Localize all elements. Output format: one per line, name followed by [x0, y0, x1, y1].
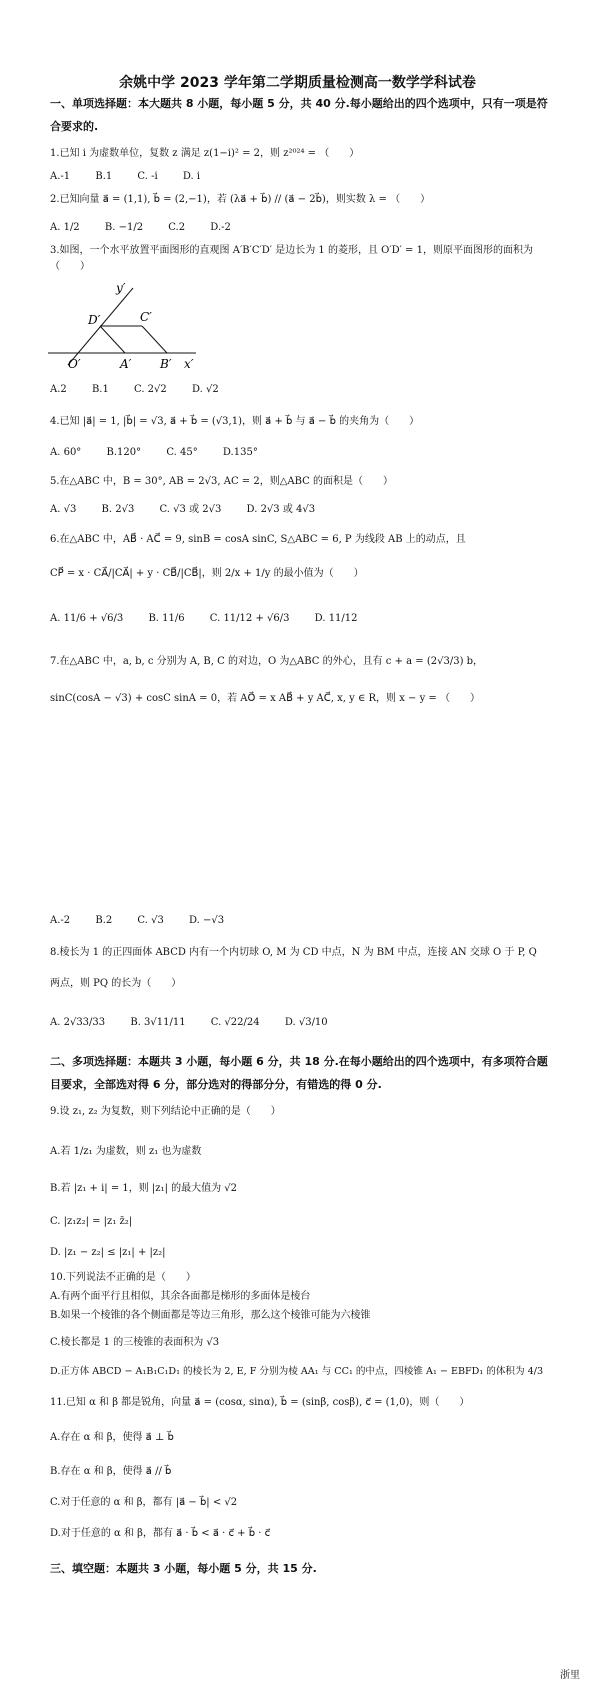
q8-option-a: A. 2√33/33: [50, 1017, 106, 1028]
q8-option-c: C. √22/24: [210, 1017, 260, 1028]
q3-option-c: C. 2√2: [134, 384, 167, 395]
label-d-prime: D′: [88, 313, 101, 327]
question-11: 11.已知 α 和 β 都是锐角，向量 a⃗ = (cosα, sinα), b⃗ = (sinβ, cosβ), c⃗ = (1,0)，则（ ）: [50, 1397, 470, 1408]
question-7-line-1: 7.在△ABC 中，a, b, c 分别为 A, B, C 的对边，O 为△ABC 的外心，且有 c + a = (2√3/3) b，: [50, 656, 484, 667]
q1-option-d: D. i: [182, 171, 201, 182]
question-7-line-2: sinC(cosA − √3) + cosC sinA = 0，若 AO⃗ = x AB⃗ + y AC⃗, x, y ∈ R，则 x − y = （ ）: [50, 693, 480, 704]
question-9-option-d: D. |z₁ − z₂| ≤ |z₁| + |z₂|: [50, 1247, 166, 1258]
label-x-prime: x′: [184, 357, 194, 371]
question-2: 2.已知向量 a⃗ = (1,1), b⃗ = (2,−1)，若 (λa⃗ + b⃗) // (a⃗ − 2b⃗)，则实数 λ = （ ）: [50, 194, 431, 205]
question-6-line-2: CP⃗ = x · CA⃗/|CA⃗| + y · CB⃗/|CB⃗|，则 2/x + 1/y 的最小值为（ ）: [50, 568, 364, 579]
question-4: 4.已知 |a⃗| = 1, |b⃗| = √3, a⃗ + b⃗ = (√3,1)，则 a⃗ + b⃗ 与 a⃗ − b⃗ 的夹角为（ ）: [50, 416, 420, 427]
question-11-option-b: B.存在 α 和 β，使得 a⃗ // b⃗: [50, 1466, 172, 1477]
question-3-options: [50, 383, 241, 397]
question-8-line-2: 两点，则 PQ 的长为（ ）: [50, 978, 182, 989]
edge-da: [100, 326, 125, 353]
oblique-projection-figure: [48, 280, 208, 380]
q3-option-d: D. √2: [191, 384, 219, 395]
section-3-heading: 三、填空题：本题共 3 小题，每小题 5 分，共 15 分.: [50, 1562, 317, 1575]
q1-option-b: B.1: [95, 171, 113, 182]
question-8-line-1: 8.棱长为 1 的正四面体 ABCD 内有一个内切球 O, M 为 CD 中点，N 为 BM 中点，连接 AN 交球 O 于 P, Q: [50, 947, 537, 958]
label-y-prime: y′: [116, 281, 126, 295]
q7-option-c: C. √3: [137, 915, 164, 926]
q1-option-c: C. -i: [137, 171, 158, 182]
question-6-options: [50, 612, 380, 626]
question-2-options: [50, 221, 253, 235]
question-3-line-1: 3.如图，一个水平放置平面图形的直观图 A′B′C′D′ 是边长为 1 的菱形，且 O′D′ = 1，则原平面图形的面积为: [50, 245, 533, 256]
question-6-line-1: 6.在△ABC 中，AB⃗ · AC⃗ = 9, sinB = cosA sinC, S△ABC = 6, P 为线段 AB 上的动点，且: [50, 534, 466, 545]
corner-mark: 浙里: [560, 1670, 580, 1681]
question-5-options: [50, 503, 337, 517]
label-c-prime: C′: [140, 310, 152, 324]
q4-option-b: B.120°: [106, 447, 142, 458]
exam-title: 余姚中学 2023 学年第二学期质量检测高一数学学科试卷: [119, 75, 476, 91]
q8-option-d: D. √3/10: [284, 1017, 328, 1028]
q2-option-d: D.-2: [210, 222, 231, 233]
q7-option-d: D. −√3: [189, 915, 225, 926]
q7-option-b: B.2: [95, 915, 113, 926]
q3-option-a: A.2: [50, 384, 67, 395]
question-10-option-a: A.有两个面平行且相似，其余各面都是梯形的多面体是棱台: [50, 1291, 311, 1302]
q6-option-b: B. 11/6: [148, 613, 185, 624]
question-10: 10.下列说法不正确的是（ ）: [50, 1272, 196, 1283]
q4-option-d: D.135°: [222, 447, 258, 458]
edge-cb: [142, 326, 167, 353]
question-1-options: [50, 170, 222, 184]
q2-option-b: B. −1/2: [104, 222, 144, 233]
question-9-option-b: B.若 |z₁ + i| = 1，则 |z₁| 的最大值为 √2: [50, 1183, 238, 1194]
q8-option-b: B. 3√11/11: [130, 1017, 186, 1028]
q5-option-b: B. 2√3: [101, 504, 135, 515]
q5-option-a: A. √3: [50, 504, 77, 515]
question-5: 5.在△ABC 中，B = 30°, AB = 2√3, AC = 2，则△ABC 的面积是（ ）: [50, 476, 393, 487]
q3-option-b: B.1: [91, 384, 109, 395]
question-7-options: [50, 914, 246, 928]
question-1: 1.已知 i 为虚数单位，复数 z 满足 z(1−i)² = 2，则 z²⁰²⁴ = （ ）: [50, 148, 360, 159]
q2-option-a: A. 1/2: [50, 222, 80, 233]
question-10-option-d: D.正方体 ABCD − A₁B₁C₁D₁ 的棱长为 2, E, F 分别为棱 AA₁ 与 CC₁ 的中点，四棱锥 A₁ − EBFD₁ 的体积为 4/3: [50, 1366, 544, 1377]
label-o-prime: O′: [68, 357, 81, 371]
q7-option-a: A.-2: [50, 915, 71, 926]
q5-option-d: D. 2√3 或 4√3: [246, 504, 316, 515]
q2-option-c: C.2: [168, 222, 186, 233]
question-9-option-c: C. |z₁z₂| = |z₁ z̄₂|: [50, 1216, 133, 1227]
question-9-option-a: A.若 1/z₁ 为虚数，则 z₁ 也为虚数: [50, 1146, 202, 1157]
q5-option-c: C. √3 或 2√3: [159, 504, 222, 515]
q6-option-d: D. 11/12: [314, 613, 358, 624]
question-10-option-b: B.如果一个棱锥的各个侧面都是等边三角形，那么这个棱锥可能为六棱锥: [50, 1310, 371, 1321]
question-11-option-c: C.对于任意的 α 和 β，都有 |a⃗ − b⃗| < √2: [50, 1497, 238, 1508]
label-b-prime: B′: [160, 357, 172, 371]
question-8-options: [50, 1016, 350, 1030]
question-9: 9.设 z₁, z₂ 为复数，则下列结论中正确的是（ ）: [50, 1106, 281, 1117]
q4-option-c: C. 45°: [166, 447, 198, 458]
label-a-prime: A′: [120, 357, 132, 371]
q6-option-a: A. 11/6 + √6/3: [50, 613, 124, 624]
question-3-line-2: （ ）: [50, 261, 90, 272]
q1-option-a: A.-1: [50, 171, 71, 182]
question-4-options: [50, 446, 280, 460]
question-11-option-d: D.对于任意的 α 和 β，都有 a⃗ · b⃗ < a⃗ · c⃗ + b⃗ · c⃗: [50, 1528, 271, 1539]
section-2-heading: 二、多项选择题：本题共 3 小题，每小题 6 分，共 18 分.在每小题给出的四个选项中，有多项符合题目要求，全部选对得 6 分，部分选对的得部分分，有错选的得 0 分.: [50, 1055, 548, 1091]
question-10-option-c: C.棱长都是 1 的三棱锥的表面积为 √3: [50, 1337, 220, 1348]
question-11-option-a: A.存在 α 和 β，使得 a⃗ ⊥ b⃗: [50, 1432, 174, 1443]
q4-option-a: A. 60°: [50, 447, 82, 458]
section-1-heading: 一、单项选择题：本大题共 8 小题，每小题 5 分，共 40 分.每小题给出的四个选项中，只有一项是符合要求的.: [50, 97, 548, 133]
q6-option-c: C. 11/12 + √6/3: [209, 613, 290, 624]
